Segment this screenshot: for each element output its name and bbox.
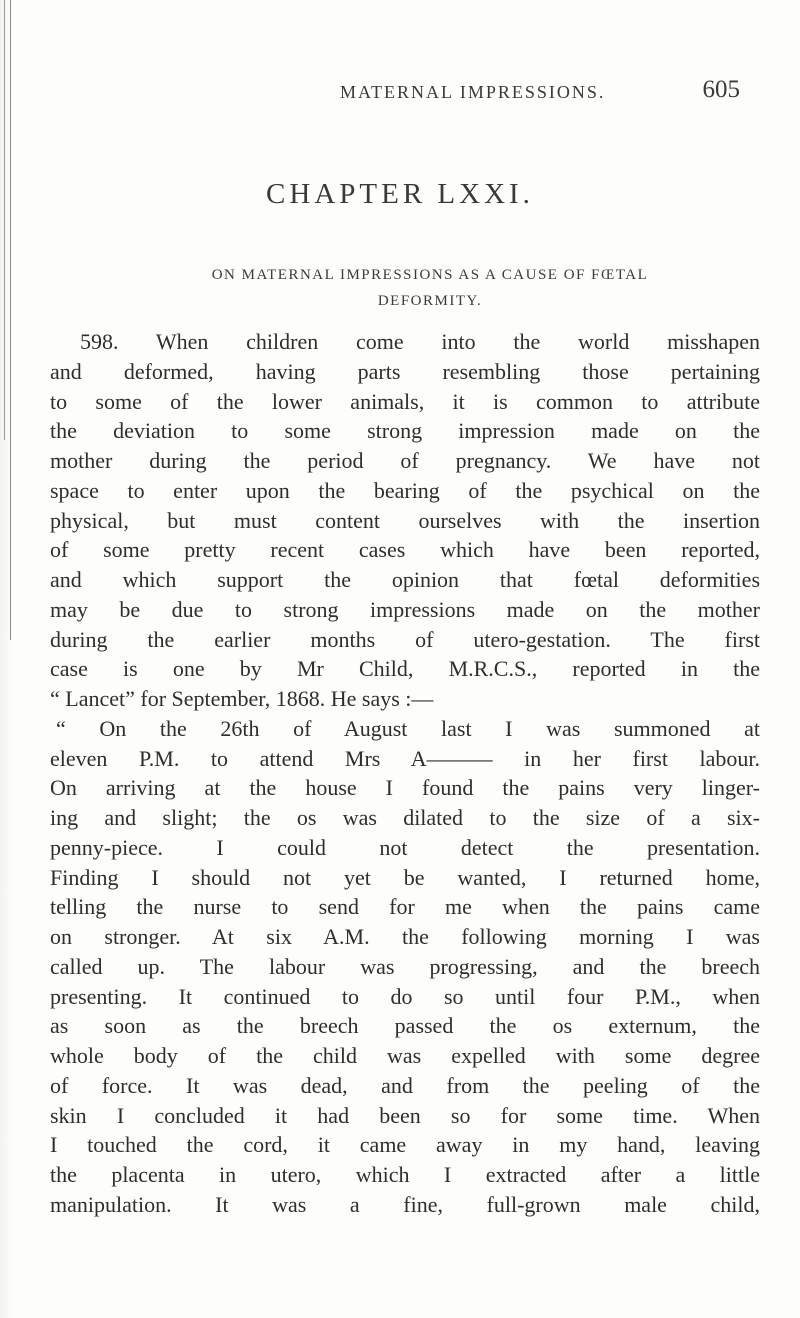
text-line: and which support the opinion that fœtal deformities xyxy=(50,567,760,592)
page-number: 605 xyxy=(702,76,740,103)
text-line: during the earlier months of utero-gestation. The first xyxy=(50,626,760,652)
page-edge-line xyxy=(10,0,11,640)
chapter-subtitle xyxy=(90,262,770,314)
text-line: of some pretty recent cases which have been reported, xyxy=(50,537,760,563)
text-line: “ On the 26th of August last I was summoned at xyxy=(56,715,760,741)
text-line: space to enter upon the bearing of the psychical on the xyxy=(50,477,760,503)
body-text xyxy=(50,327,760,1220)
text-line: on stronger. At six A.M. the following morning I was xyxy=(50,924,760,949)
text-line: case is one by Mr Child, M.R.C.S., reported in the xyxy=(50,656,760,682)
chapter-subtitle-line-1: ON MATERNAL IMPRESSIONS AS A CAUSE OF FŒTAL xyxy=(211,267,649,283)
text-line: 598. When children come into the world misshapen xyxy=(80,329,760,354)
text-line: “ Lancet” for September, 1868. He says :— xyxy=(50,686,434,711)
text-line: may be due to strong impressions made on the mother xyxy=(50,596,760,622)
running-title: MATERNAL IMPRESSIONS. xyxy=(340,82,606,102)
text-line: as soon as the breech passed the os externum, the xyxy=(50,1013,760,1039)
text-line: manipulation. It was a fine, full-grown male child, xyxy=(50,1191,760,1217)
text-line: to some of the lower animals, it is common to attribute xyxy=(50,388,760,414)
text-line: I touched the cord, it came away in my hand, leaving xyxy=(50,1132,760,1158)
text-line: On arriving at the house I found the pains very linger- xyxy=(50,775,760,801)
text-line: physical, but must content ourselves with the insertion xyxy=(50,507,760,533)
text-line: presenting. It continued to do so until four P.M., when xyxy=(50,983,760,1009)
text-line: penny-piece. I could not detect the presentation. xyxy=(50,834,760,860)
chapter-subtitle-line-2: DEFORMITY. xyxy=(377,293,483,309)
text-line: skin I concluded it had been so for some time. When xyxy=(50,1102,760,1128)
running-head xyxy=(200,70,760,110)
text-line: telling the nurse to send for me when the pains came xyxy=(50,894,760,920)
text-line: called up. The labour was progressing, and the breech xyxy=(50,953,760,979)
text-line: of force. It was dead, and from the peeling of the xyxy=(50,1072,760,1098)
text-line: the deviation to some strong impression made on the xyxy=(50,418,760,444)
text-line: mother during the period of pregnancy. We have not xyxy=(50,448,760,473)
text-line: the placenta in utero, which I extracted after a little xyxy=(50,1162,760,1187)
text-line: eleven P.M. to attend Mrs A——— in her first labour. xyxy=(50,745,760,771)
text-line: and deformed, having parts resembling those pertaining xyxy=(50,358,760,384)
chapter-title: CHAPTER LXXI. xyxy=(266,178,534,210)
text-line: whole body of the child was expelled with some degree xyxy=(50,1043,760,1068)
text-line: ing and slight; the os was dilated to the size of a six- xyxy=(50,805,760,830)
text-line: Finding I should not yet be wanted, I returned home, xyxy=(50,864,760,890)
page-edge-line-outer xyxy=(4,0,5,440)
